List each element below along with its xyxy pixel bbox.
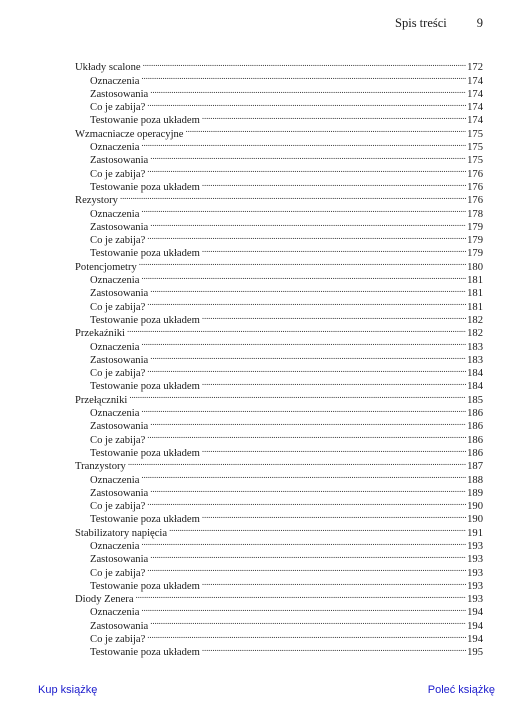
toc-chapter-entry[interactable]: [75, 589, 483, 606]
dot-leader: [147, 230, 466, 243]
toc-entry-page: 181: [467, 288, 483, 300]
toc-entry-page: 184: [467, 368, 483, 380]
toc-subentry[interactable]: [75, 403, 483, 420]
dot-leader: [141, 403, 466, 416]
toc-entry-page: 193: [467, 567, 483, 579]
dot-leader: [150, 84, 466, 97]
dot-leader: [128, 456, 466, 469]
toc-entry-label: Przekaźniki: [75, 328, 126, 340]
running-header: [395, 16, 483, 31]
toc-entry-label: Co je zabija?: [90, 434, 146, 446]
toc-entry-label: Co je zabija?: [90, 567, 146, 579]
dot-leader: [147, 97, 466, 110]
toc-entry-label: Testowanie poza układem: [90, 381, 200, 393]
dot-leader: [139, 256, 466, 269]
dot-leader: [202, 243, 466, 256]
toc-entry-label: Co je zabija?: [90, 368, 146, 380]
header-title: Spis treści: [395, 16, 447, 30]
toc-entry-page: 190: [467, 514, 483, 526]
dot-leader: [202, 443, 466, 456]
dot-leader: [141, 270, 466, 283]
toc-entry-label: Tranzystory: [75, 461, 126, 473]
dot-leader: [127, 323, 466, 336]
toc-entry-label: Układy scalone: [75, 62, 141, 74]
dot-leader: [141, 536, 466, 549]
toc-entry-page: 194: [467, 634, 483, 646]
toc-entry-label: Zastosowania: [90, 155, 149, 167]
dot-leader: [147, 629, 466, 642]
dot-leader: [147, 562, 466, 575]
toc-entry-label: Zastosowania: [90, 88, 149, 100]
toc-entry-label: Testowanie poza układem: [90, 447, 200, 459]
dot-leader: [129, 389, 466, 402]
toc-entry-label: Co je zabija?: [90, 168, 146, 180]
toc-entry-page: 181: [467, 301, 483, 313]
toc-entry-label: Zastosowania: [90, 288, 149, 300]
toc-entry-page: 179: [467, 248, 483, 260]
dot-leader: [202, 177, 466, 190]
toc-entry-page: 180: [467, 261, 483, 273]
toc-entry-page: 187: [467, 461, 483, 473]
toc-entry-label: Co je zabija?: [90, 102, 146, 114]
toc-entry-page: 176: [467, 181, 483, 193]
footer: [0, 684, 528, 700]
table-of-contents: [75, 57, 483, 659]
toc-entry-page: 182: [467, 328, 483, 340]
toc-entry-page: 193: [467, 580, 483, 592]
toc-entry-label: Oznaczenia: [90, 275, 140, 287]
dot-leader: [169, 522, 466, 535]
toc-entry-label: Rezystory: [75, 195, 118, 207]
page-number: 9: [476, 16, 483, 30]
toc-entry-page: 194: [467, 607, 483, 619]
toc-entry-page: 190: [467, 501, 483, 513]
toc-entry-label: Zastosowania: [90, 620, 149, 632]
dot-leader: [147, 296, 466, 309]
toc-entry-page: 175: [467, 155, 483, 167]
toc-entry-label: Testowanie poza układem: [90, 248, 200, 260]
toc-entry-page: 186: [467, 421, 483, 433]
dot-leader: [147, 496, 466, 509]
recommend-book-link[interactable]: Poleć książkę: [427, 684, 495, 696]
dot-leader: [136, 589, 467, 602]
toc-subentry[interactable]: [75, 203, 483, 220]
toc-entry-label: Co je zabija?: [90, 235, 146, 247]
toc-entry-label: Przełączniki: [75, 394, 128, 406]
toc-entry-page: 193: [467, 540, 483, 552]
buy-book-link[interactable]: Kup książkę: [38, 684, 98, 696]
toc-subentry[interactable]: [75, 469, 483, 486]
toc-entry-page: 175: [467, 142, 483, 154]
dot-leader: [147, 163, 466, 176]
toc-chapter-entry[interactable]: [75, 389, 483, 406]
toc-entry-label: Zastosowania: [90, 487, 149, 499]
toc-entry-page: 188: [467, 474, 483, 486]
toc-entry-label: Zastosowania: [90, 221, 149, 233]
toc-entry-label: Wzmacniacze operacyjne: [75, 128, 184, 140]
toc-entry-label: Oznaczenia: [90, 341, 140, 353]
toc-chapter-entry[interactable]: [75, 456, 483, 473]
toc-entry-label: Zastosowania: [90, 354, 149, 366]
toc-entry-page: 181: [467, 275, 483, 287]
dot-leader: [150, 350, 466, 363]
toc-entry-label: Oznaczenia: [90, 208, 140, 220]
toc-subentry[interactable]: [75, 336, 483, 353]
toc-entry-page: 179: [467, 221, 483, 233]
toc-entry-page: 186: [467, 434, 483, 446]
dot-leader: [202, 110, 466, 123]
dot-leader: [150, 615, 466, 628]
toc-entry-label: Testowanie poza układem: [90, 181, 200, 193]
dot-leader: [186, 123, 467, 136]
dot-leader: [141, 602, 466, 615]
dot-leader: [141, 336, 466, 349]
toc-entry-page: 194: [467, 620, 483, 632]
dot-leader: [143, 57, 467, 70]
toc-entry-page: 186: [467, 408, 483, 420]
toc-entry-label: Testowanie poza układem: [90, 647, 200, 659]
dot-leader: [150, 483, 466, 496]
toc-subentry[interactable]: [75, 602, 483, 619]
toc-entry-label: Zastosowania: [90, 554, 149, 566]
dot-leader: [147, 363, 466, 376]
toc-entry-page: 176: [467, 168, 483, 180]
dot-leader: [150, 416, 466, 429]
toc-entry-label: Testowanie poza układem: [90, 314, 200, 326]
toc-entry-label: Co je zabija?: [90, 634, 146, 646]
dot-leader: [202, 509, 466, 522]
toc-entry-label: Testowanie poza układem: [90, 580, 200, 592]
toc-entry-page: 174: [467, 102, 483, 114]
toc-entry-page: 183: [467, 354, 483, 366]
dot-leader: [202, 310, 466, 323]
dot-leader: [141, 203, 466, 216]
toc-chapter-entry[interactable]: [75, 323, 483, 340]
dot-leader: [150, 283, 466, 296]
toc-entry-label: Oznaczenia: [90, 408, 140, 420]
toc-entry-page: 185: [467, 394, 483, 406]
toc-entry-label: Oznaczenia: [90, 607, 140, 619]
toc-entry-label: Diody Zenera: [75, 594, 134, 606]
toc-entry-page: 174: [467, 115, 483, 127]
toc-entry-page: 191: [467, 527, 483, 539]
toc-entry-page: 184: [467, 381, 483, 393]
dot-leader: [141, 137, 466, 150]
dot-leader: [141, 469, 466, 482]
toc-entry-page: 174: [467, 75, 483, 87]
toc-entry-label: Oznaczenia: [90, 474, 140, 486]
toc-entry-page: 193: [467, 554, 483, 566]
toc-chapter-entry[interactable]: [75, 57, 483, 74]
toc-entry-label: Oznaczenia: [90, 540, 140, 552]
toc-entry-page: 189: [467, 487, 483, 499]
toc-entry-page: 174: [467, 88, 483, 100]
dot-leader: [150, 217, 466, 230]
toc-entry-page: 175: [467, 128, 483, 140]
dot-leader: [202, 576, 466, 589]
toc-entry-page: 178: [467, 208, 483, 220]
toc-entry-label: Oznaczenia: [90, 142, 140, 154]
dot-leader: [147, 429, 466, 442]
toc-entry-page: 186: [467, 447, 483, 459]
toc-entry-label: Stabilizatory napięcia: [75, 527, 168, 539]
dot-leader: [150, 549, 466, 562]
toc-entry-label: Zastosowania: [90, 421, 149, 433]
toc-entry-label: Co je zabija?: [90, 301, 146, 313]
dot-leader: [120, 190, 466, 203]
toc-entry-page: 172: [467, 62, 483, 74]
dot-leader: [141, 70, 466, 83]
toc-entry-page: 195: [467, 647, 483, 659]
toc-entry-page: 183: [467, 341, 483, 353]
dot-leader: [202, 642, 466, 655]
toc-entry-label: Co je zabija?: [90, 501, 146, 513]
toc-entry-label: Potencjometry: [75, 261, 137, 273]
toc-entry-page: 179: [467, 235, 483, 247]
toc-entry-label: Testowanie poza układem: [90, 514, 200, 526]
toc-entry-label: Testowanie poza układem: [90, 115, 200, 127]
toc-entry-label: Oznaczenia: [90, 75, 140, 87]
dot-leader: [150, 150, 466, 163]
toc-entry-page: 193: [467, 594, 483, 606]
dot-leader: [202, 376, 466, 389]
toc-chapter-entry[interactable]: [75, 190, 483, 207]
toc-entry-page: 176: [467, 195, 483, 207]
toc-entry-page: 182: [467, 314, 483, 326]
